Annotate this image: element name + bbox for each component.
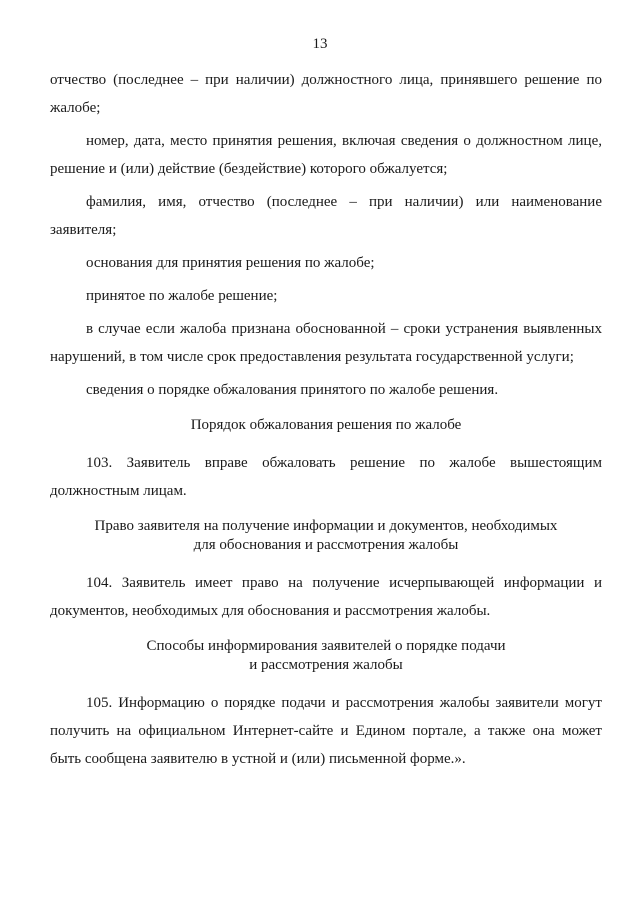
paragraph-105: 105. Информацию о порядке подачи и рассмотрения жалобы заявители могут получить на официальном Интернет-сайте и Едином портале, а также она может быть сообщена заявителю в устной и (или) письменной форме.». [50, 695, 602, 767]
paragraph-official-name: отчество (последнее – при наличии) должностного лица, принявшего решение по жалобе; [50, 72, 602, 116]
paragraph-deadlines: в случае если жалоба признана обоснованной – сроки устранения выявленных нарушений, в том числе срок предоставления результата государственной услуги; [50, 321, 602, 365]
document-body [50, 66, 602, 778]
section-heading-right-to-information [50, 517, 602, 555]
heading-line: и рассмотрения жалобы [249, 657, 403, 673]
paragraph-grounds: основания для принятия решения по жалобе; [86, 255, 375, 271]
section-heading-appeal-procedure [50, 416, 602, 435]
heading-line: для обоснования и рассмотрения жалобы [193, 537, 459, 553]
paragraph-appeal-info: сведения о порядке обжалования принятого по жалобе решения. [86, 382, 499, 398]
paragraph-104: 104. Заявитель имеет право на получение исчерпывающей информации и документов, необходимых для обоснования и рассмотрения жалобы. [50, 575, 602, 619]
heading-line: Порядок обжалования решения по жалобе [190, 417, 462, 433]
paragraph-applicant-name: фамилия, имя, отчество (последнее – при наличии) или наименование заявителя; [50, 194, 602, 238]
paragraph-decision-details: номер, дата, место принятия решения, включая сведения о должностном лице, решение и (или) действие (бездействие) которого обжалуется; [50, 133, 602, 177]
page-number: 13 [312, 36, 328, 52]
heading-line: Способы информирования заявителей о порядке подачи [146, 638, 506, 654]
paragraph-103: 103. Заявитель вправе обжаловать решение по жалобе вышестоящим должностным лицам. [50, 455, 602, 499]
heading-line: Право заявителя на получение информации и документов, необходимых [94, 518, 558, 534]
section-heading-informing-methods [50, 637, 602, 675]
paragraph-decision: принятое по жалобе решение; [86, 288, 278, 304]
